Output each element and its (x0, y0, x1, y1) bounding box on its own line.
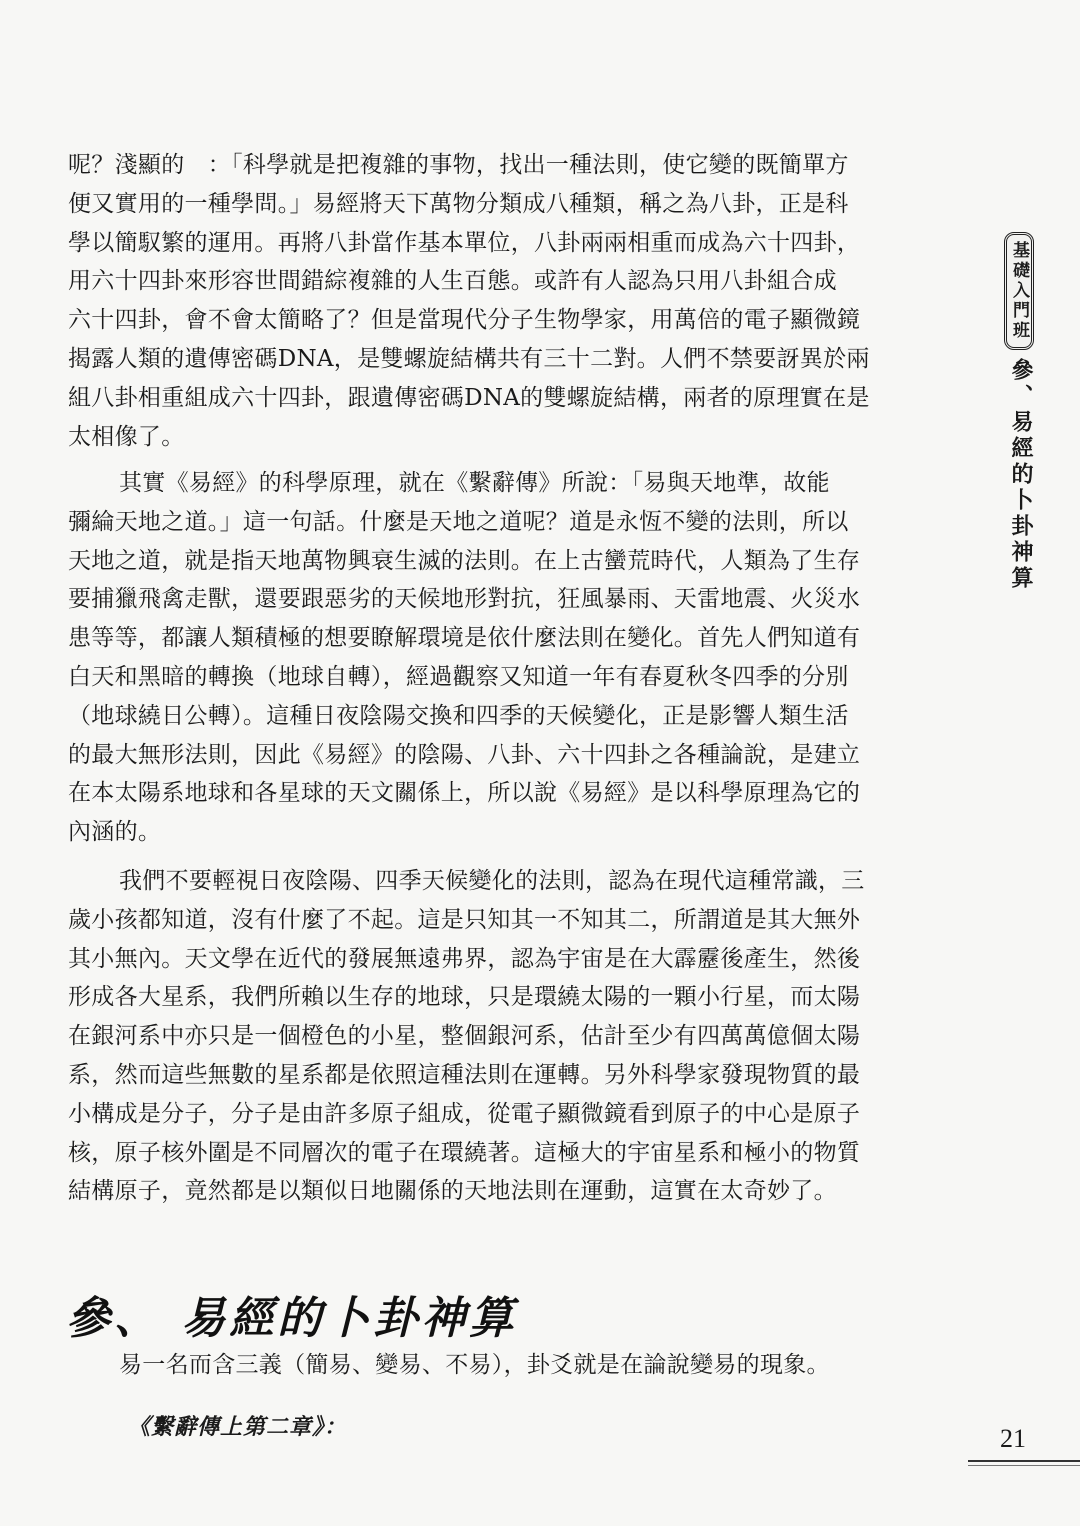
paragraph-2 (68, 464, 860, 852)
text-line: 其實《易經》的科學原理，就在《繫辭傳》所說：「易與天地準，故能 (119, 470, 830, 496)
text-line: 系，然而這些無數的星系都是依照這種法則在運轉。另外科學家發現物質的最 (68, 1061, 861, 1088)
side-tab-label: 基礎入門班 (1009, 241, 1029, 341)
text-line: 用六十四卦來形容世間錯綜複雜的人生百態。或許有人認為只用八卦組合成 (68, 268, 837, 295)
section-heading: 參、 易經的卜卦神算 (66, 1293, 518, 1344)
text-line: 便又實用的一種學問。」易經將天下萬物分類成八種類，稱之為八卦，正是科 (68, 190, 849, 217)
text-line: 小構成是分子，分子是由許多原子組成，從電子顯微鏡看到原子的中心是原子 (68, 1100, 861, 1127)
page-rule-thin (968, 1465, 1080, 1466)
text-line: 內涵的。 (68, 819, 162, 846)
text-line: 六十四卦，會不會太簡略了？但是當現代分子生物學家，用萬倍的電子顯微鏡 (68, 307, 861, 334)
text-line: 天地之道，就是指天地萬物興衰生滅的法則。在上古蠻荒時代，人類為了生存 (68, 547, 861, 574)
text-line: 在銀河系中亦只是一個橙色的小星，整個銀河系，估計至少有四萬萬億個太陽 (68, 1023, 861, 1050)
text-line: 核，原子核外圍是不同層次的電子在環繞著。這極大的宇宙星系和極小的物質 (68, 1139, 861, 1166)
text-line: 學以簡馭繁的運用。再將八卦當作基本單位，八卦兩兩相重而成為六十四卦， (68, 229, 861, 256)
side-tab (1004, 232, 1034, 350)
side-chapter-title: 參、易經的卜卦神算 (1008, 358, 1033, 592)
text-line: 形成各大星系，我們所賴以生存的地球，只是環繞太陽的一顆小行星，而太陽 (68, 984, 861, 1011)
text-line: 揭露人類的遺傳密碼DNA，是雙螺旋結構共有三十二對。人們不禁要訝異於兩 (68, 345, 870, 372)
text-line: 在本太陽系地球和各星球的天文關係上，所以說《易經》是以科學原理為它的 (68, 780, 861, 807)
text-line: 結構原子，竟然都是以類似日地關係的天地法則在運動，這實在太奇妙了。 (68, 1178, 837, 1205)
text-line: 呢？淺顯的 ：「科學就是把複雜的事物，找出一種法則，使它變的既簡單方 (68, 152, 849, 178)
subheading: 《繫辭傳上第二章》： (128, 1414, 348, 1440)
text-line: （地球繞日公轉）。這種日夜陰陽交換和四季的天候變化，正是影響人類生活 (68, 702, 849, 729)
text-line: 太相像了。 (68, 423, 185, 450)
text-line: 患等等，都讓人類積極的想要瞭解環境是依什麼法則在變化。首先人們知道有 (68, 625, 861, 652)
section-intro: 易一名而含三義（簡易、變易、不易），卦爻就是在論說變易的現象。 (119, 1352, 830, 1378)
text-line: 彌綸天地之道。」這一句話。什麼是天地之道呢？道是永恆不變的法則，所以 (68, 508, 849, 535)
page-body (68, 146, 944, 1205)
text-line: 其小無內。天文學在近代的發展無遠弗界，認為宇宙是在大霹靂後產生，然後 (68, 945, 861, 972)
text-line: 白天和黑暗的轉換（地球自轉），經過觀察又知道一年有春夏秋冬四季的分別 (68, 663, 849, 690)
paragraph-3 (68, 862, 865, 1211)
page-rule (968, 1460, 1080, 1462)
text-line: 要捕獵飛禽走獸，還要跟惡劣的天候地形對抗，狂風暴雨、天雷地震、火災水 (68, 586, 861, 613)
page-number: 21 (1000, 1424, 1026, 1453)
text-line: 組八卦相重組成六十四卦，跟遺傳密碼DNA的雙螺旋結構，兩者的原理實在是 (68, 384, 870, 411)
text-line: 的最大無形法則，因此《易經》的陰陽、八卦、六十四卦之各種論說，是建立 (68, 741, 861, 768)
text-line: 歲小孩都知道，沒有什麼了不起。這是只知其一不知其二，所謂道是其大無外 (68, 906, 861, 933)
text-line: 我們不要輕視日夜陰陽、四季天候變化的法則，認為在現代這種常識，三 (119, 868, 865, 894)
paragraph-1 (68, 146, 944, 456)
